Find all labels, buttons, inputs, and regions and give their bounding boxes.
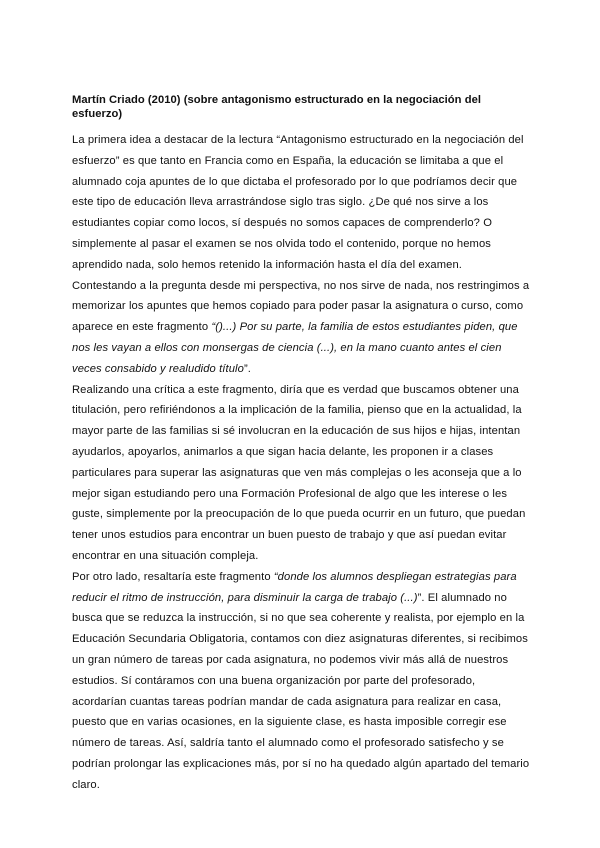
paragraph-fragment-two [72,567,530,796]
paragraph-critique [72,380,530,567]
paragraph-intro-text: La primera idea a destacar de la lectura “Antagonismo estructurado en la negociación del esfuerzo” es que tanto en Francia como en España, la educación se limitaba a que el alumnado coja apuntes de lo que dictaba el profesorado por lo que podríamos decir que este tipo de educación lleva arrastrándose siglo tras siglo. ¿De qué nos sirve a los estudiantes copiar como locos, sí después no somos capaces de comprenderlo? O simplemente al pasar el examen se nos olvida todo el contenido, porque no hemos aprendido nada, solo hemos retenido la información hasta el día del examen. [72,134,524,271]
document-title: Martín Criado (2010) (sobre antagonismo estructurado en la negociación del esfuerzo) [72,94,482,120]
paragraph-answer-tail: ”. [243,362,251,375]
paragraph-critique-text: Realizando una crítica a este fragmento, diría que es verdad que buscamos obtener una titulación, pero refiriéndonos a la implicación de la familia, pienso que en la actualidad, la mayor parte de las familias si sé involucran en la educación de sus hijos e hijas, intentan ayudarlos, apoyarlos, animarlos a que sigan hacia delante, les proponen ir a clases particulares para superar las asignaturas que ven más complejas o les aconseja que a lo mejor sigan estudiando pero una Formación Profesional de algo que les interese o les guste, simplemente por la preocupación de lo que pueda ocurrir en un futuro, que puedan tener unos estudios para encontrar un buen puesto de trabajo y que así puedan evitar encontrar en una situación compleja. [72,383,526,562]
paragraph-fragment-two-text: Por otro lado, resaltaría este fragmento [72,570,274,583]
paragraph-fragment-two-tail: ”. El alumnado no busca que se reduzca la instrucción, si no que sea coherente y realista, por ejemplo en la Educación Secundaria Obligatoria, contamos con diez asignaturas diferentes, si recibimos un gran número de tareas por cada asignatura, no podemos vivir más allá de nuestros estudios. Sí contáramos con una buena organización por parte del profesorado, acordarían cuantas tareas podrían mandar de cada asignatura para realizar en casa, puesto que en varias ocasiones, en la siguiente clase, es hasta imposible corregir ese número de tareas. Así, saldría tanto el alumnado como el profesorado satisfecho y se podrían prolongar las explicaciones más, por sí no ha quedado algún apartado del temario claro. [72,591,530,791]
quote-fragment-family: “()...) Por su parte, la familia de estos estudiantes piden, que nos les vayan a ellos con monsergas de ciencia (...), en la mano cuanto antes el cien veces consabido y realudido título [72,321,518,375]
paragraph-answer-text: Contestando a la pregunta desde mi perspectiva, no nos sirve de nada, nos restringimos a memorizar los apuntes que hemos copiado para poder pasar la asignatura o curso, como aparece en este fragmento [72,279,530,334]
paragraph-intro [72,130,530,276]
paragraph-answer [72,276,530,380]
quote-fragment-strategies: “donde los alumnos despliegan estrategias para reducir el ritmo de instrucción, para disminuir la carga de trabajo (...) [72,570,517,604]
